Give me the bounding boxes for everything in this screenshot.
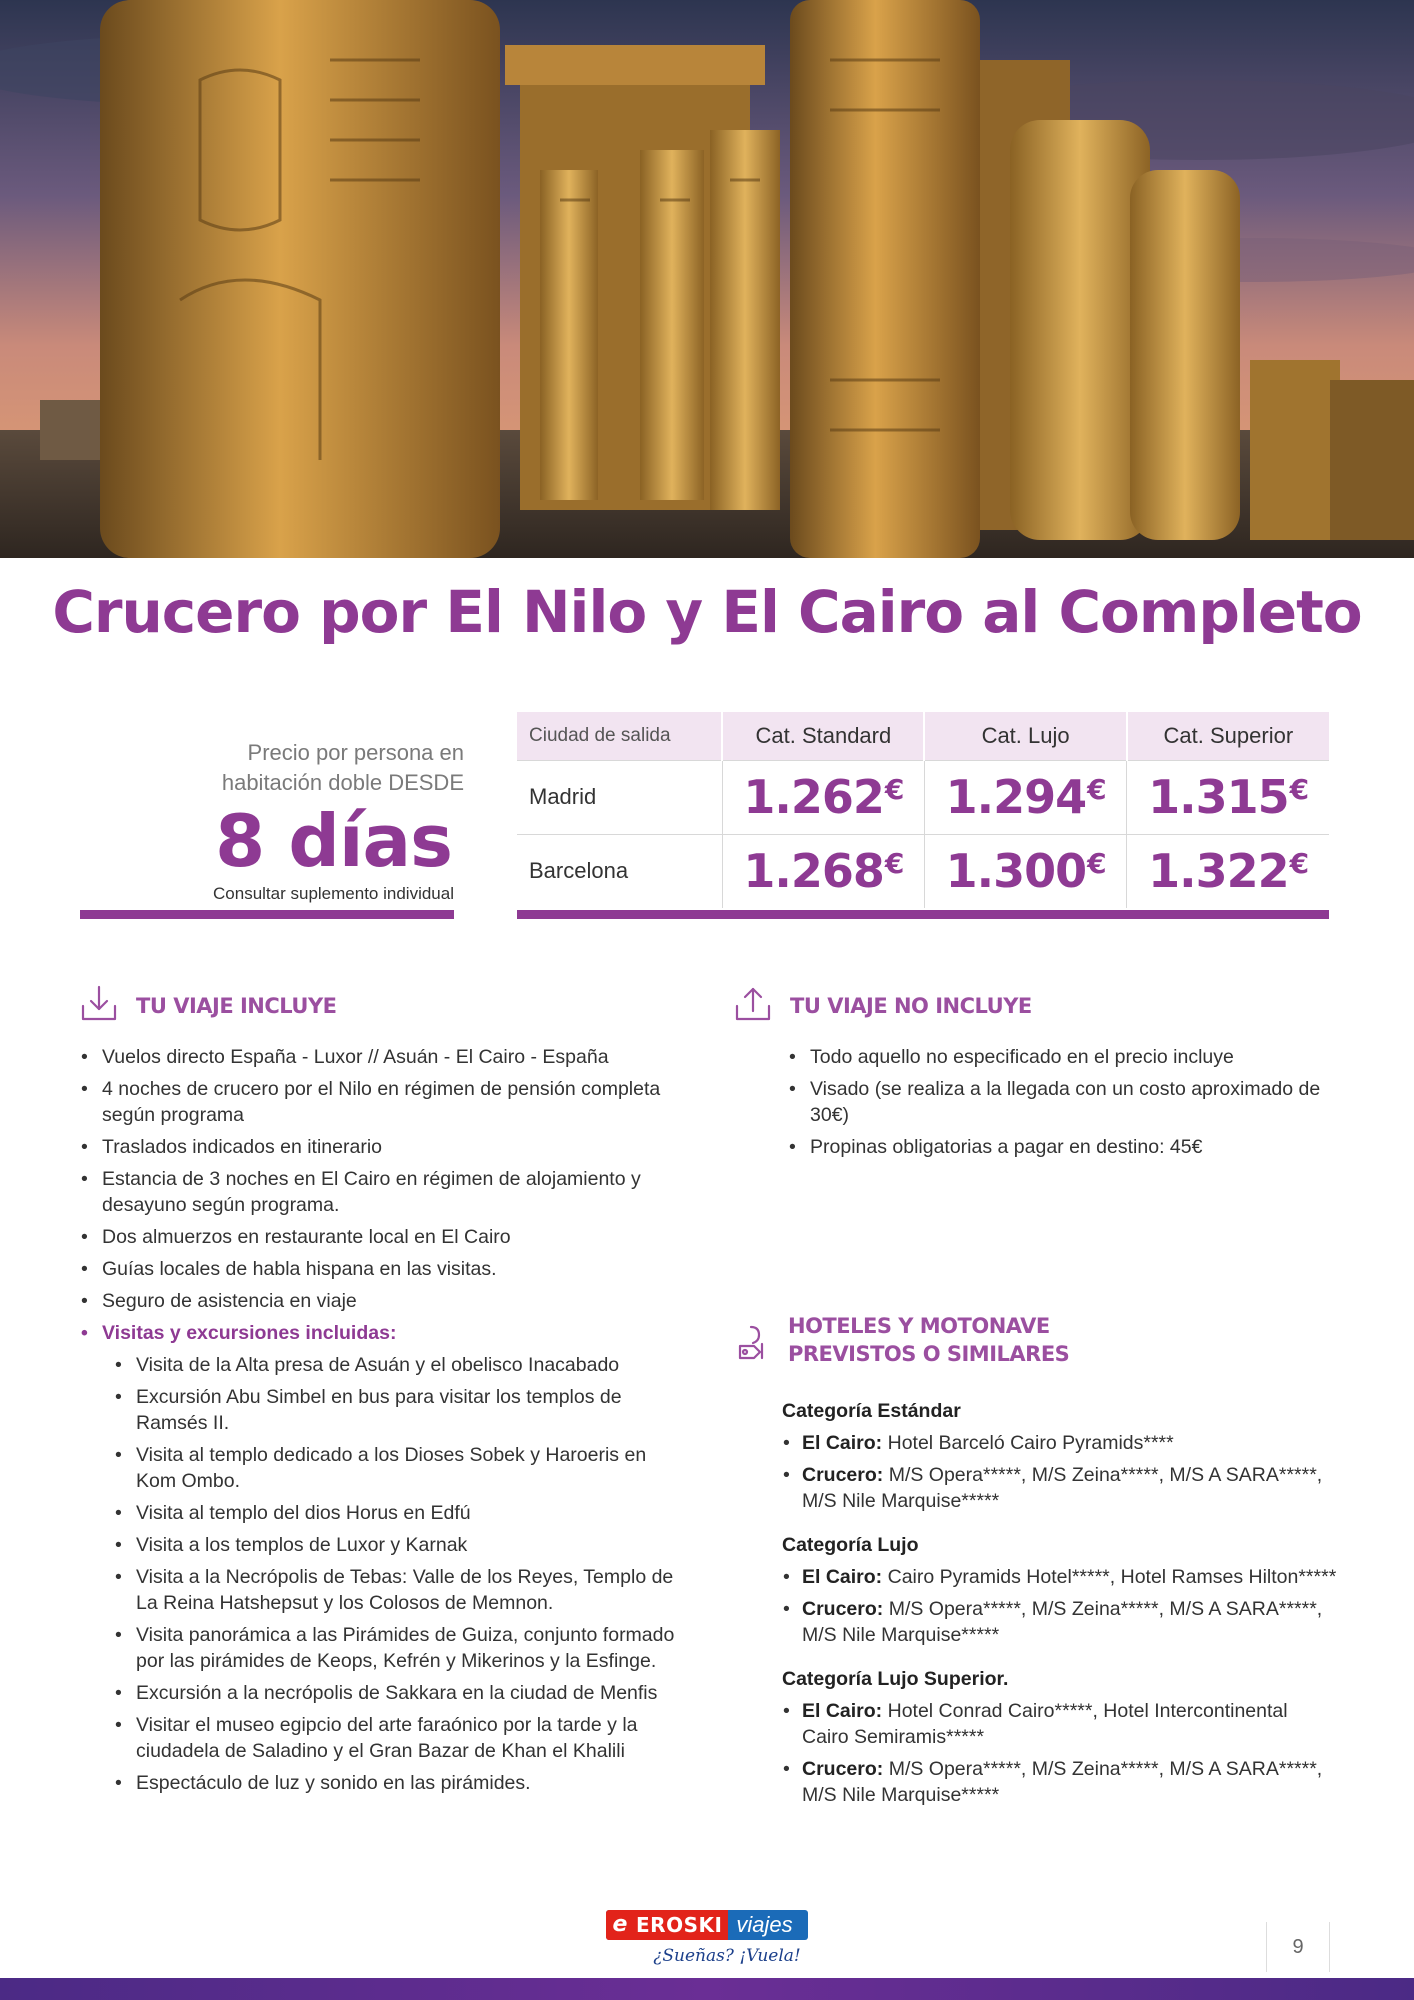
- currency-symbol: €: [1289, 773, 1309, 806]
- list-item: [782, 1462, 1337, 1514]
- hotel-category-group: [782, 1666, 1337, 1808]
- currency-symbol: €: [884, 847, 904, 881]
- price-cell: [924, 760, 1126, 834]
- list-item: [782, 1564, 1337, 1590]
- accent-bar-left: [80, 910, 454, 919]
- price-table-header: [517, 712, 1329, 760]
- hotel-names: M/S Opera*****, M/S Zeina*****, M/S A SARA*****, M/S Nile Marquise*****: [802, 1464, 1323, 1512]
- excursions-list: [80, 1352, 680, 1796]
- list-item: [782, 1596, 1337, 1648]
- list-item: • Visita al templo del dios Horus en Edfú: [114, 1500, 680, 1526]
- hotels-list: [782, 1398, 1337, 1826]
- download-icon: [80, 984, 118, 1024]
- trip-duration: 8 días: [215, 799, 452, 883]
- hotel-location-label: El Cairo:: [802, 1432, 883, 1454]
- list-item: • Visita a la Necrópolis de Tebas: Valle de los Reyes, Templo de La Reina Hatshepsut y los Colosos de Memnon.: [114, 1564, 680, 1616]
- currency-symbol: €: [1087, 847, 1106, 881]
- logo-mark: e: [606, 1910, 634, 1940]
- excludes-list: [788, 1044, 1333, 1166]
- list-item: • Excursión a la necrópolis de Sakkara en la ciudad de Menfis: [114, 1680, 680, 1706]
- list-item: • Seguro de asistencia en viaje: [80, 1288, 680, 1314]
- list-item: • Visado (se realiza a la llegada con un costo aproximado de 30€): [788, 1076, 1333, 1128]
- hotels-heading-line1: HOTELES Y MOTONAVE: [788, 1314, 1050, 1338]
- logo-suffix: viajes: [736, 1912, 793, 1937]
- price-cell: [1127, 834, 1329, 908]
- list-item: • Espectáculo de luz y sonido en las pirámides.: [114, 1770, 680, 1796]
- hero-temple-photo: [0, 0, 1414, 558]
- hotel-category-title: Categoría Estándar: [782, 1400, 961, 1422]
- list-item: • Visita a los templos de Luxor y Karnak: [114, 1532, 680, 1558]
- page-title: Crucero por El Nilo y El Cairo al Completo: [52, 578, 1362, 646]
- bottom-color-bar: [0, 1978, 1414, 2000]
- hotels-heading-line2: PREVISTOS O SIMILARES: [788, 1342, 1070, 1366]
- price-table: [517, 712, 1329, 908]
- excludes-heading-text: TU VIAJE NO INCLUYE: [790, 994, 1032, 1018]
- hotel-sign-icon: [732, 1324, 770, 1364]
- price-value: 1.262: [743, 770, 884, 824]
- list-item: • Estancia de 3 noches en El Cairo en régimen de alojamiento y desayuno según programa.: [80, 1166, 680, 1218]
- table-row: [517, 834, 1329, 908]
- list-item: [782, 1698, 1337, 1750]
- logo-brand: EROSKI: [634, 1910, 728, 1940]
- list-item: • Visitar el museo egipcio del arte faraónico por la tarde y la ciudadela de Saladino y el Gran Bazar de Khan el Khalili: [114, 1712, 680, 1764]
- price-cell: [1127, 760, 1329, 834]
- list-item: [782, 1430, 1337, 1456]
- excursions-container: [80, 1352, 680, 1796]
- page-number: 9: [1266, 1922, 1330, 1972]
- list-item: • Propinas obligatorias a pagar en destino: 45€: [788, 1134, 1333, 1160]
- supplement-note: Consultar suplemento individual: [213, 884, 454, 903]
- hotel-names: Hotel Barceló Cairo Pyramids****: [887, 1432, 1174, 1454]
- hotel-location-label: Crucero:: [802, 1464, 884, 1486]
- price-intro: [80, 738, 464, 904]
- price-value: 1.268: [743, 844, 884, 899]
- currency-symbol: €: [884, 773, 904, 806]
- price-cell: [924, 834, 1126, 908]
- price-value: 1.294: [945, 770, 1087, 824]
- accent-bar-right: [517, 910, 1329, 919]
- hotel-names: Hotel Conrad Cairo*****, Hotel Intercontinental Cairo Semiramis*****: [802, 1700, 1288, 1748]
- city-cell: Barcelona: [517, 834, 722, 908]
- hotel-names: M/S Opera*****, M/S Zeina*****, M/S A SARA*****, M/S Nile Marquise*****: [802, 1598, 1323, 1646]
- price-value: 1.300: [945, 844, 1087, 899]
- list-item: • 4 noches de crucero por el Nilo en régimen de pensión completa según programa: [80, 1076, 680, 1128]
- header-cat-lujo: Cat. Lujo: [924, 712, 1126, 760]
- eroski-viajes-logo[interactable]: [606, 1910, 808, 1966]
- hotel-category-group: [782, 1398, 1337, 1514]
- logo-badge: [606, 1910, 808, 1940]
- logo-slogan: ¿Sueñas? ¡Vuela!: [653, 1946, 801, 1966]
- currency-symbol: €: [1087, 773, 1106, 806]
- header-cat-superior: Cat. Superior: [1127, 712, 1329, 760]
- price-cell: [722, 834, 924, 908]
- includes-heading-text: TU VIAJE INCLUYE: [136, 994, 337, 1018]
- hotel-location-label: El Cairo:: [802, 1700, 883, 1722]
- list-item: [782, 1756, 1337, 1808]
- hotel-names: Cairo Pyramids Hotel*****, Hotel Ramses Hilton*****: [887, 1566, 1337, 1588]
- list-item: • Vuelos directo España - Luxor // Asuán - El Cairo - España: [80, 1044, 680, 1070]
- excludes-heading: [734, 984, 1032, 1024]
- hotels-heading-text: [788, 1312, 1069, 1368]
- price-label-line2: habitación doble DESDE: [221, 770, 464, 795]
- hotel-category-group: [782, 1532, 1337, 1648]
- price-cell: [722, 760, 924, 834]
- hotel-names: M/S Opera*****, M/S Zeina*****, M/S A SARA*****, M/S Nile Marquise*****: [802, 1758, 1323, 1806]
- hotel-location-label: Crucero:: [802, 1598, 884, 1620]
- excursions-label: • Visitas y excursiones incluidas:: [80, 1320, 680, 1346]
- hotel-location-label: Crucero:: [802, 1758, 884, 1780]
- list-item: • Visita panorámica a las Pirámides de Guiza, conjunto formado por las pirámides de Keops, Kefrén y Mikerinos y la Esfinge.: [114, 1622, 680, 1674]
- price-label-line1: Precio por persona en: [247, 740, 464, 765]
- price-value: 1.315: [1148, 770, 1289, 824]
- table-row: [517, 760, 1329, 834]
- list-item: • Traslados indicados en itinerario: [80, 1134, 680, 1160]
- includes-heading: [80, 984, 337, 1024]
- hotel-location-label: El Cairo:: [802, 1566, 883, 1588]
- hotels-heading: [732, 1312, 1069, 1368]
- list-item: • Todo aquello no especificado en el precio incluye: [788, 1044, 1333, 1070]
- list-item: • Guías locales de habla hispana en las visitas.: [80, 1256, 680, 1282]
- list-item: • Visita al templo dedicado a los Dioses Sobek y Haroeris en Kom Ombo.: [114, 1442, 680, 1494]
- includes-list: [80, 1044, 680, 1802]
- list-item: • Excursión Abu Simbel en bus para visitar los templos de Ramsés II.: [114, 1384, 680, 1436]
- city-cell: Madrid: [517, 760, 722, 834]
- header-cat-standard: Cat. Standard: [722, 712, 924, 760]
- upload-icon: [734, 984, 772, 1024]
- header-departure-city: Ciudad de salida: [517, 712, 722, 760]
- price-value: 1.322: [1148, 844, 1289, 899]
- hotel-category-title: Categoría Lujo Superior.: [782, 1668, 1009, 1690]
- hotel-category-title: Categoría Lujo: [782, 1534, 919, 1556]
- list-item: • Dos almuerzos en restaurante local en El Cairo: [80, 1224, 680, 1250]
- list-item: • Visita de la Alta presa de Asuán y el obelisco Inacabado: [114, 1352, 680, 1378]
- currency-symbol: €: [1289, 847, 1309, 881]
